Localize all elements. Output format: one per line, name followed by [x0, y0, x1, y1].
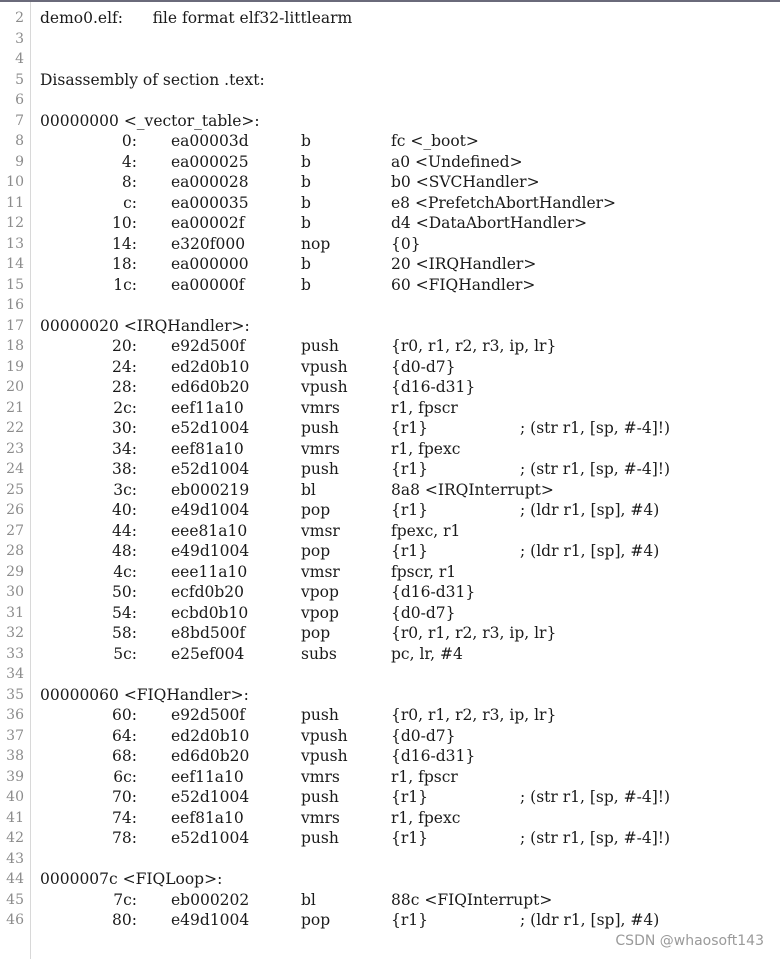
instruction-address: 44: [112, 521, 137, 540]
instruction-comment: ; (ldr r1, [sp], #4) [520, 911, 660, 929]
instruction-hex: e49d1004 [171, 501, 250, 519]
instruction-address: 14: [112, 234, 137, 253]
instruction-operands: {r1} [391, 911, 428, 929]
instruction-hex: ea00000f [171, 275, 245, 294]
instruction-mnemonic: vpop [301, 583, 339, 601]
instruction-operands: r1, fpscr [391, 767, 458, 786]
instruction-operands: {r0, r1, r2, r3, ip, lr} [391, 706, 557, 724]
instruction-address: 60: [112, 706, 137, 724]
line-number: 18 [6, 338, 24, 354]
instruction-hex: eee11a10 [171, 562, 248, 581]
instruction-hex: e52d1004 [171, 419, 250, 437]
instruction-hex: eb000202 [171, 890, 250, 909]
line-number: 35 [6, 686, 24, 703]
instruction-address: 38: [112, 460, 137, 478]
instruction-address: 4: [121, 152, 137, 171]
line-number: 21 [6, 399, 24, 416]
instruction-address: 4c: [113, 562, 137, 581]
line-number: 39 [6, 768, 24, 785]
code-text: 0000007c <FIQLoop>: [40, 870, 223, 888]
instruction-address: 58: [112, 624, 137, 642]
instruction-address: 70: [112, 788, 137, 806]
instruction-mnemonic: vmsr [301, 562, 340, 581]
line-number: 37 [6, 727, 24, 744]
instruction-hex: eef11a10 [171, 398, 244, 417]
instruction-hex: e92d500f [171, 337, 246, 355]
instruction-operands: {d0-d7} [391, 603, 456, 622]
instruction-comment: ; (str r1, [sp, #-4]!) [520, 419, 671, 437]
instruction-address: c: [123, 193, 137, 212]
instruction-operands: {r1} [391, 501, 428, 519]
instruction-mnemonic: b [301, 173, 311, 191]
instruction-operands: fpexc, r1 [391, 521, 461, 540]
instruction-address: 30: [112, 419, 137, 437]
instruction-address: 7c: [113, 890, 137, 909]
instruction-mnemonic: push [301, 337, 339, 355]
line-number: 30 [6, 584, 24, 600]
instruction-hex: ea000028 [171, 173, 249, 191]
instruction-address: 8: [121, 173, 137, 191]
instruction-hex: e49d1004 [171, 542, 250, 560]
instruction-mnemonic: b [301, 214, 311, 232]
instruction-hex: ed6d0b20 [171, 747, 250, 765]
instruction-mnemonic: vmrs [301, 398, 340, 417]
instruction-hex: e52d1004 [171, 460, 250, 478]
instruction-hex: ed2d0b10 [171, 357, 250, 376]
instruction-address: 54: [112, 603, 137, 622]
instruction-operands: fpscr, r1 [391, 562, 457, 581]
instruction-mnemonic: push [301, 829, 339, 847]
line-number: 38 [6, 748, 24, 764]
instruction-address: 68: [112, 747, 137, 765]
instruction-mnemonic: vpush [301, 378, 348, 396]
instruction-comment: ; (ldr r1, [sp], #4) [520, 501, 660, 519]
instruction-mnemonic: b [301, 193, 311, 212]
instruction-mnemonic: subs [301, 644, 337, 663]
line-number: 12 [6, 215, 24, 231]
instruction-operands: fc <_boot> [391, 132, 479, 150]
code-text: 00000060 <FIQHandler>: [40, 685, 249, 704]
instruction-address: 50: [112, 583, 137, 601]
instruction-mnemonic: push [301, 419, 339, 437]
instruction-address: 48: [112, 542, 137, 560]
line-number: 16 [6, 297, 24, 313]
line-number: 36 [6, 707, 24, 723]
line-number: 4 [15, 51, 24, 67]
instruction-address: 28: [112, 378, 137, 396]
instruction-mnemonic: vmrs [301, 767, 340, 786]
instruction-hex: e52d1004 [171, 829, 250, 847]
instruction-operands: r1, fpexc [391, 808, 461, 827]
instruction-hex: eee81a10 [171, 521, 248, 540]
instruction-operands: {r1} [391, 419, 428, 437]
instruction-operands: {d16-d31} [391, 583, 476, 601]
instruction-hex: e8bd500f [171, 624, 246, 642]
line-number: 20 [6, 379, 24, 395]
instruction-mnemonic: push [301, 788, 339, 806]
instruction-mnemonic: nop [301, 234, 331, 253]
instruction-operands: {r1} [391, 829, 428, 847]
instruction-hex: ea00002f [171, 214, 245, 232]
instruction-operands: r1, fpscr [391, 398, 458, 417]
instruction-hex: eef81a10 [171, 808, 244, 827]
instruction-operands: e8 <PrefetchAbortHandler> [391, 193, 617, 212]
line-number: 15 [6, 276, 24, 293]
instruction-hex: eef81a10 [171, 439, 244, 458]
line-number: 23 [6, 440, 24, 457]
code-text: 00000000 <_vector_table>: [40, 111, 260, 130]
instruction-mnemonic: vpop [301, 603, 339, 622]
instruction-mnemonic: vpush [301, 357, 348, 376]
instruction-mnemonic: bl [301, 890, 316, 909]
instruction-hex: ecfd0b20 [171, 583, 245, 601]
line-number: 25 [6, 481, 24, 498]
instruction-operands: {d0-d7} [391, 726, 456, 745]
instruction-operands: b0 <SVCHandler> [391, 173, 540, 191]
instruction-operands: {r0, r1, r2, r3, ip, lr} [391, 337, 557, 355]
instruction-address: 0: [121, 132, 137, 150]
instruction-mnemonic: vpush [301, 726, 348, 745]
instruction-mnemonic: b [301, 152, 311, 171]
instruction-operands: {d16-d31} [391, 378, 476, 396]
instruction-mnemonic: vmrs [301, 439, 340, 458]
instruction-operands: {r1} [391, 788, 428, 806]
line-number: 2 [15, 10, 24, 26]
instruction-hex: ea00003d [171, 132, 249, 150]
instruction-operands: pc, lr, #4 [391, 644, 463, 663]
line-number: 33 [6, 645, 24, 662]
instruction-operands: 60 <FIQHandler> [391, 275, 536, 294]
instruction-address: 64: [112, 726, 137, 745]
line-number: 17 [6, 317, 24, 334]
instruction-mnemonic: vpush [301, 747, 348, 765]
line-number: 19 [6, 358, 24, 375]
line-number: 44 [6, 871, 24, 887]
instruction-comment: ; (str r1, [sp, #-4]!) [520, 829, 671, 847]
instruction-operands: 20 <IRQHandler> [391, 255, 537, 273]
instruction-mnemonic: vmrs [301, 808, 340, 827]
line-number: 5 [15, 71, 24, 88]
watermark: CSDN @whaosoft143 [615, 933, 764, 949]
line-number: 10 [6, 174, 24, 190]
instruction-hex: e320f000 [171, 234, 246, 253]
line-number: 26 [6, 502, 24, 518]
instruction-hex: ea000035 [171, 193, 249, 212]
instruction-mnemonic: push [301, 706, 339, 724]
instruction-operands: 8a8 <IRQInterrupt> [391, 480, 554, 499]
instruction-address: 80: [112, 911, 137, 929]
instruction-mnemonic: b [301, 255, 311, 273]
code-text: 00000020 <IRQHandler>: [40, 316, 250, 335]
line-number: 3 [15, 30, 24, 47]
instruction-comment: ; (str r1, [sp, #-4]!) [520, 788, 671, 806]
instruction-mnemonic: pop [301, 542, 331, 560]
instruction-address: 1c: [113, 275, 137, 294]
instruction-address: 20: [112, 337, 137, 355]
line-number: 41 [6, 809, 24, 826]
line-number: 46 [6, 912, 24, 928]
line-number: 13 [6, 235, 24, 252]
instruction-operands: d4 <DataAbortHandler> [391, 214, 588, 232]
instruction-hex: ea000025 [171, 152, 249, 171]
instruction-operands: {d16-d31} [391, 747, 476, 765]
line-number: 43 [6, 850, 24, 867]
instruction-operands: a0 <Undefined> [391, 152, 523, 171]
instruction-hex: ed6d0b20 [171, 378, 250, 396]
code-text: Disassembly of section .text: [40, 70, 265, 89]
line-number: 45 [6, 891, 24, 908]
instruction-operands: {r1} [391, 542, 428, 560]
instruction-address: 2c: [113, 398, 137, 417]
instruction-mnemonic: pop [301, 911, 331, 929]
instruction-comment: ; (ldr r1, [sp], #4) [520, 542, 660, 560]
instruction-address: 74: [112, 808, 137, 827]
line-number: 40 [6, 789, 24, 805]
line-number: 32 [6, 625, 24, 641]
instruction-operands: 88c <FIQInterrupt> [391, 890, 553, 909]
code-text: demo0.elf: file format elf32-littlearm [40, 9, 353, 27]
line-number: 28 [6, 543, 24, 559]
line-number: 24 [6, 461, 24, 477]
instruction-mnemonic: push [301, 460, 339, 478]
line-number: 34 [6, 666, 24, 682]
instruction-address: 18: [112, 255, 137, 273]
instruction-address: 5c: [113, 644, 137, 663]
instruction-hex: e92d500f [171, 706, 246, 724]
line-number: 7 [15, 112, 24, 129]
instruction-address: 34: [112, 439, 137, 458]
instruction-address: 6c: [113, 767, 137, 786]
instruction-mnemonic: b [301, 275, 311, 294]
instruction-address: 10: [112, 214, 137, 232]
instruction-hex: ecbd0b10 [171, 603, 249, 622]
instruction-hex: ed2d0b10 [171, 726, 250, 745]
line-number: 31 [6, 604, 24, 621]
instruction-hex: eef11a10 [171, 767, 244, 786]
top-border [0, 0, 780, 2]
line-number: 6 [15, 92, 24, 108]
instruction-address: 24: [112, 357, 137, 376]
instruction-hex: e25ef004 [171, 644, 245, 663]
line-number: 29 [6, 563, 24, 580]
line-number: 22 [6, 420, 24, 436]
instruction-mnemonic: pop [301, 624, 331, 642]
instruction-address: 40: [112, 501, 137, 519]
instruction-comment: ; (str r1, [sp, #-4]!) [520, 460, 671, 478]
line-number: 11 [6, 194, 24, 211]
line-number: 8 [15, 133, 24, 149]
instruction-mnemonic: b [301, 132, 311, 150]
instruction-hex: e49d1004 [171, 911, 250, 929]
instruction-hex: e52d1004 [171, 788, 250, 806]
instruction-operands: {r1} [391, 460, 428, 478]
line-number: 42 [6, 830, 24, 846]
instruction-mnemonic: vmsr [301, 521, 340, 540]
line-number: 9 [15, 153, 24, 170]
gutter-divider [30, 2, 31, 959]
instruction-address: 78: [112, 829, 137, 847]
line-number: 14 [6, 256, 24, 272]
instruction-mnemonic: bl [301, 480, 316, 499]
instruction-address: 3c: [113, 480, 137, 499]
instruction-hex: ea000000 [171, 255, 249, 273]
line-number: 27 [6, 522, 24, 539]
instruction-operands: r1, fpexc [391, 439, 461, 458]
instruction-hex: eb000219 [171, 480, 250, 499]
instruction-operands: {0} [391, 234, 421, 253]
instruction-operands: {d0-d7} [391, 357, 456, 376]
instruction-mnemonic: pop [301, 501, 331, 519]
instruction-operands: {r0, r1, r2, r3, ip, lr} [391, 624, 557, 642]
